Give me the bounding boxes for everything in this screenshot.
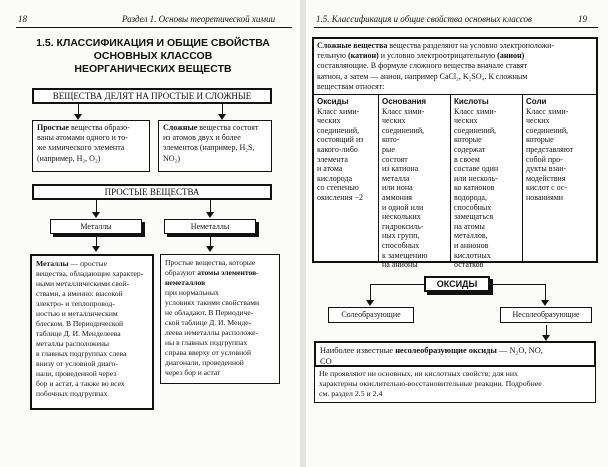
column-line: ческих — [526, 116, 550, 126]
intro-line: вещества разделяют на условно электроположи- — [389, 41, 555, 50]
column-line: металлов, — [454, 231, 488, 241]
column-head: Оксиды — [317, 97, 349, 106]
column-line: способных — [382, 240, 420, 250]
nonmetals-line: не обладают. В Периодиче- — [165, 308, 254, 317]
simple-box-label: ПРОСТЫЕ ВЕЩЕСТВА — [104, 187, 200, 197]
metals-line: блеском. В Периодической — [36, 319, 124, 328]
column-line: какого-либо — [317, 144, 358, 154]
column-line: из катиона — [382, 164, 419, 174]
simple-substances-box — [32, 184, 272, 200]
nonmetals-line: ской таблице Д. И. Менде- — [165, 318, 252, 327]
column-line: рые — [382, 144, 395, 154]
complex-substances-def — [158, 120, 272, 172]
column-line: окисления −2 — [317, 192, 364, 202]
anion-bold: (анион) — [497, 51, 525, 61]
column-line: ческих — [317, 116, 341, 126]
column-line: соединений, — [382, 125, 425, 135]
column-line: Класс хими- — [317, 106, 360, 116]
cation-bold: (катион) — [347, 51, 379, 61]
simple-def-line: же химического элемента — [37, 143, 125, 153]
metals-line: таблице Д. И. Менделеева — [36, 329, 121, 338]
right-page — [306, 0, 608, 467]
salt-forming-label: Солеобразующие — [341, 310, 401, 319]
intro-line: и условно электроотрицательную — [380, 51, 496, 61]
column-line: или несколь- — [454, 173, 498, 183]
column-line: и одной или — [382, 202, 424, 212]
column-head: Кислоты — [454, 97, 489, 106]
nonmetals-line: Простые вещества, которые — [165, 258, 256, 267]
column-line: составе один — [454, 164, 499, 174]
title-line-3: НЕОРГАНИЧЕСКИХ ВЕЩЕСТВ — [74, 63, 232, 75]
column-line: соединений, — [526, 125, 569, 135]
column-line: собой про- — [526, 154, 563, 164]
metals-line: ностью и металлическим — [36, 309, 118, 318]
column-line: на анионы — [382, 260, 418, 270]
column-line: представляют — [526, 144, 574, 154]
nonmetals-description — [160, 254, 280, 384]
non-salt-forming-label: Несолеобразующие — [512, 310, 580, 319]
column-line: Класс хими- — [526, 106, 569, 116]
connector — [370, 284, 424, 285]
column-line: к замещению — [382, 250, 428, 260]
column-line: в своем — [454, 154, 480, 164]
metals-label: Металлы — [80, 222, 112, 231]
nonmetals-line: условиях такими свойствами — [165, 298, 260, 307]
arrow-down — [541, 300, 549, 306]
arrow-down — [206, 246, 214, 252]
famous-line2: CO — [320, 357, 332, 366]
simple-substances-def — [32, 120, 150, 172]
column-line: содержат — [454, 144, 486, 154]
column-oxides — [314, 95, 379, 261]
complex-def-line: вещества состоят — [199, 123, 259, 132]
column-acids — [451, 95, 523, 270]
column-line: на атомы — [454, 221, 485, 231]
column-line: водорода, — [454, 192, 487, 202]
non-salt-forming-box — [500, 307, 592, 323]
famous-oxides-box — [314, 341, 596, 367]
salt-forming-box — [328, 307, 414, 323]
column-line: ческих — [454, 116, 478, 126]
column-line: которые — [526, 135, 554, 145]
connector — [370, 284, 371, 301]
nonmetals-bold: атомы элементов-неметаллов — [165, 268, 259, 287]
simple-def-bold: Простые — [37, 123, 69, 132]
metals-line: нали, проведенной через — [36, 369, 117, 378]
column-line: кислорода — [317, 173, 353, 183]
oxides-label: ОКСИДЫ — [436, 279, 478, 289]
left-header-rule — [16, 27, 292, 28]
divide-box — [32, 88, 272, 104]
nonmetals-line: диагонали, проведенной — [165, 358, 244, 367]
column-line: кислот с ос- — [526, 183, 568, 193]
complex-def-line: NO₂) — [163, 153, 181, 163]
column-line: соединений, — [317, 125, 360, 135]
intro-line: составляющие. В формуле сложного вещества вначале ставят — [317, 61, 528, 71]
nonmetals-line: ны в главных подгруппах — [165, 338, 248, 347]
metals-box — [50, 219, 142, 234]
complex-substances-table — [312, 37, 598, 270]
title-line-2: ОСНОВНЫХ КЛАССОВ — [93, 50, 213, 62]
note-line: Не проявляют ни основных, ни кислотных свойств; для них — [319, 369, 518, 378]
right-running-head: 1.5. Классификация и общие свойства основных классов — [316, 14, 532, 24]
nonmetals-line: при нормальных — [165, 288, 219, 297]
column-line: Класс хими- — [454, 106, 497, 116]
column-line: и атома — [317, 164, 343, 174]
nonmetals-label: Неметаллы — [190, 222, 230, 231]
title-line-1: 1.5. КЛАССИФИКАЦИЯ И ОБЩИЕ СВОЙСТВА — [36, 37, 270, 49]
column-line: способных — [454, 202, 492, 212]
simple-def-line: ваны атомами одного и то- — [37, 133, 128, 143]
column-line: гидроксиль- — [382, 221, 424, 231]
intro-line: тельную — [317, 51, 346, 61]
column-line: состоящий из — [317, 135, 364, 145]
metals-line: ствами, а именно: высокой — [36, 289, 123, 298]
intro-line: катион, а затем — анион, например CaCl₂, K₂SO₄. К сложным — [317, 71, 528, 81]
nonmetals-line: справа вверху от условной — [165, 348, 252, 357]
column-bases — [379, 95, 451, 270]
metals-bold: Металлы — [36, 259, 69, 268]
metals-line: вещества, обладающие характер- — [36, 269, 144, 278]
column-line: замещаться — [454, 212, 494, 222]
right-header-rule — [314, 27, 598, 28]
famous-tail: — N₂O, NO, — [499, 346, 543, 355]
table-intro — [317, 41, 593, 92]
column-line: соединений, — [454, 125, 497, 135]
column-line: ческих — [382, 116, 406, 126]
intro-line: веществам относят: — [317, 81, 385, 91]
column-line: Класс хими- — [382, 106, 425, 116]
metals-line: электро- и теплопровод- — [36, 299, 115, 308]
left-page — [0, 0, 300, 467]
oxides-box — [424, 276, 490, 292]
note-line: характерны окислительно-восстановительные реакции. Подробнее — [319, 379, 542, 388]
column-line: металла — [382, 173, 410, 183]
note-line: см. раздел 2.5 и 2.4 — [319, 389, 383, 398]
arrow-down — [92, 212, 100, 218]
column-line: модействия — [526, 173, 566, 183]
metals-line: — простые — [70, 259, 107, 268]
column-line: состоят — [382, 154, 408, 164]
column-salts — [523, 95, 596, 261]
left-running-head: Раздел 1. Основы теоретической химии — [122, 14, 276, 24]
metals-line: бор и астат, а также во всех — [36, 379, 125, 388]
column-line: элемента — [317, 154, 348, 164]
column-line: которые — [454, 135, 482, 145]
arrow-down — [92, 246, 100, 252]
column-line: или иона — [382, 183, 413, 193]
note-box — [314, 367, 596, 403]
metals-line: ными металлическими свой- — [36, 279, 130, 288]
metals-line: в главных подгруппах слева — [36, 349, 127, 358]
nonmetals-box — [164, 219, 256, 234]
nonmetals-line: леева неметаллы расположе- — [165, 328, 259, 337]
column-line: остатков — [454, 260, 484, 270]
arrow-down — [366, 300, 374, 306]
column-line: нескольких — [382, 212, 421, 222]
divide-box-label: ВЕЩЕСТВА ДЕЛЯТ НА ПРОСТЫЕ И СЛОЖНЫЕ — [52, 91, 252, 101]
metals-line: металлы расположены — [36, 339, 109, 348]
column-line: аммония — [382, 192, 412, 202]
column-line: ко катионов — [454, 183, 495, 193]
nonmetals-line: через бор и астат — [165, 368, 221, 377]
column-head: Основания — [382, 97, 427, 106]
metals-line: внизу от условной диаго- — [36, 359, 118, 368]
column-line: кото- — [382, 135, 400, 145]
simple-def-line: (например, H₂, O₂) — [37, 153, 101, 163]
column-line: кислотных — [454, 250, 491, 260]
simple-def-line: вещества образо- — [70, 123, 130, 132]
complex-def-line: из атомов двух и более — [163, 133, 241, 143]
column-line: ных групп, — [382, 231, 420, 241]
famous-prefix: Наиболее известные — [320, 346, 394, 355]
right-page-number: 19 — [578, 14, 587, 24]
column-line: дукты взаи- — [526, 164, 567, 174]
column-line: нованиями — [526, 192, 564, 202]
left-page-number: 18 — [18, 14, 27, 24]
column-head: Соли — [526, 97, 547, 106]
intro-bold: Сложные вещества — [317, 41, 388, 50]
complex-def-bold: Сложные — [163, 123, 198, 132]
complex-def-line: элементов (например, H₂S, — [163, 143, 255, 153]
connector — [545, 284, 546, 301]
arrow-down — [206, 212, 214, 218]
metals-description — [30, 254, 154, 410]
column-line: и анионов — [454, 240, 489, 250]
metals-line: побочных подгруппах — [36, 389, 108, 398]
nonmetals-line: образуют — [165, 268, 196, 277]
section-title — [20, 37, 286, 76]
famous-bold: несолеобразующие оксиды — [395, 346, 497, 355]
connector — [490, 284, 546, 285]
column-line: со степенью — [317, 183, 359, 193]
